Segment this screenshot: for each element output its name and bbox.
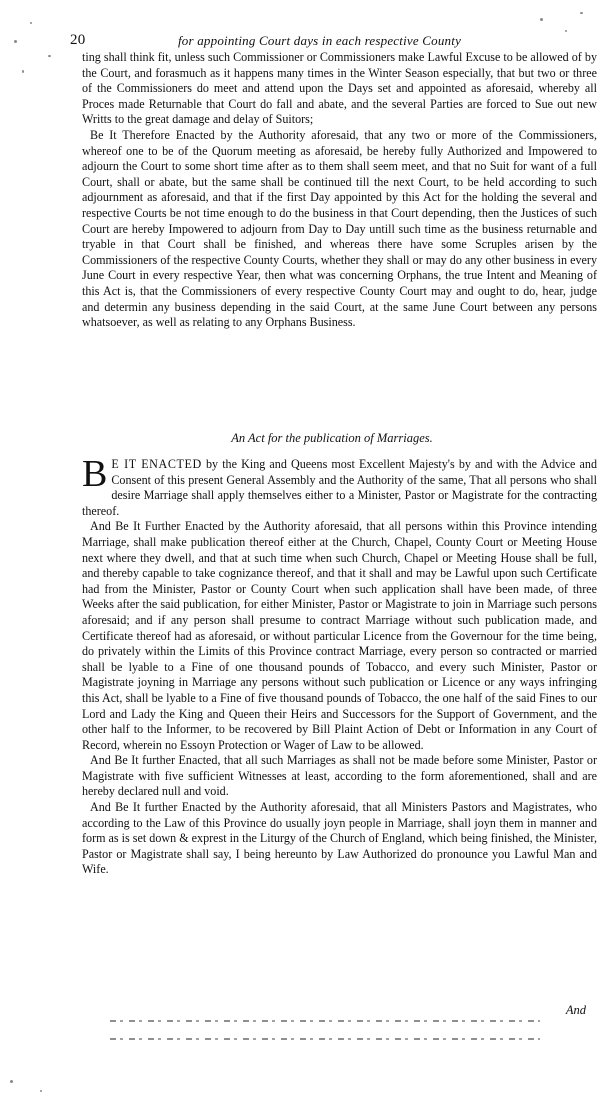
opening-caps: E IT ENACTED [111,457,202,471]
scan-speck [540,18,543,21]
scan-speck [48,55,51,57]
scan-speck [14,40,17,43]
scan-speck [565,30,567,32]
illegible-line [110,1038,540,1040]
scan-speck [30,22,32,24]
scan-speck [580,12,583,14]
catchword: And [565,1003,586,1017]
running-head: for appointing Court days in each respective County [178,33,462,48]
paragraph: And Be It Further Enacted by the Authority aforesaid, that all persons within this Province intending Marriage, shall make publication thereof either at the Church, Chapel, County Court or Meeting House next where they dwell, and that at such time when such Church, Chapel or Meeting House shall be full, and thereby capable to take cognizance thereof, and that it shall and may be Lawful upon such Certificate had from the Minister, Pastor or County Court when such application shall have been made, of three Weeks after the said publication, for either Minister, Pastor or Magistrate to join in Marriage such persons aforesaid; and if any person shall presume to contract Marriage without such publication made, and Certificate thereof had as aforesaid, or without particular Licence from the Governour for the time being, do privately within the Limits of this Province contract Marriage, every person so contracted or married shall be lyable to a Fine of one thousand pounds of Tobacco, and every such Minister, Pastor or Magistrate joyning in Marriage any persons without such publication or Licence or any ways infringing this Act, shall be lyable to a Fine of five thousand pounds of Tobacco, the one half of the said Fines to our Lord and Lady the King and Queen their Heirs and Successors for the Support of Government, and the other half to the Informer, to be recovered by Bill Plaint Action of Debt or Information in any Court of Record, wherein no Essoyn Protection or Wager of Law to be allowed. [82,519,597,752]
illegible-text-area [110,1020,540,1064]
page-header [70,32,570,50]
scan-speck [10,1080,13,1083]
paragraph: ting shall think fit, unless such Commissioner or Commissioners make Lawful Excuse to be allowed of by the Court, and forasmuch as it happens many times in the Winter Season especially, that but two or three of the Commissioners do meet and attend upon the Days set and appointed as aforesaid, whereby all Proces made Returnable that Court do fall and abate, and the several Parties are forced to Sue out new Writts to the great damage and delay of Suitors; [82,50,597,127]
illegible-line [110,1020,540,1022]
paragraph-text: by the King and Queens most Excellent Majesty's by and with the Advice and Consent of this present General Assembly and the Authority of the same, That all persons who shall desire Marriage shall apply themselves either to a Minister, Pastor or Magistrate for the contracting thereof. [82,457,598,518]
paragraph: And Be It further Enacted by the Authority aforesaid, that all Ministers Pastors and Magistrates, who according to the Law of this Province do usually joyn people in Marriage, shall joyn them in manner and form as is set down & exprest in the Liturgy of the Church of England, which being finished, the Minister, Pastor or Magistrate shall say, I being hereunto by Law Authorized do pronounce you Lawful Man and Wife. [82,800,597,877]
page-number: 20 [70,32,86,48]
act-title: An Act for the publication of Marriages. [231,431,433,445]
paragraph: And Be It further Enacted, that all such Marriages as shall not be made before some Minister, Pastor or Magistrate with five sufficient Witnesses at least, according to the form aforementioned, shall and are hereby declared null and void. [82,753,597,799]
drop-cap: B [82,453,108,495]
act-body [82,453,598,878]
scan-speck [40,1090,42,1092]
paragraph: Be It Therefore Enacted by the Authority aforesaid, that any two or more of the Commissioners, whereof one to be of the Quorum meeting as aforesaid, be hereby fully Authorized and Impowered to adjourn the Court to some short time after as to them shall seem meet, and that no Suit for want of a full Court, shall or abate, but the same shall be continued till the next Court, to be held according to such adjournment as aforesaid, and that if the first Day appointed by this Act for the holding the several and respective Courts be not time enough to do the business in that Court depending, then the Justices of such Court are hereby Impowered to adjourn from Day to Day untill such time as the business returnable and tryable in that Court shall be finished, and whereas there have some Scruples arisen by the Commissioners of the respective County Courts, whether they shall or may do any other business in every June Court in every respective Year, then what was concerning Orphans, the true Intent and Meaning of this Act is, that the Commissioners of every respective County Court may and ought to do, hear, judge and determin any business depending in the said Court, at the same June Court between any persons whatsoever, as well as relating to any Orphans Business. [82,127,597,330]
act-opening-paragraph [82,453,598,519]
first-section [82,50,597,331]
scan-speck [22,70,24,73]
